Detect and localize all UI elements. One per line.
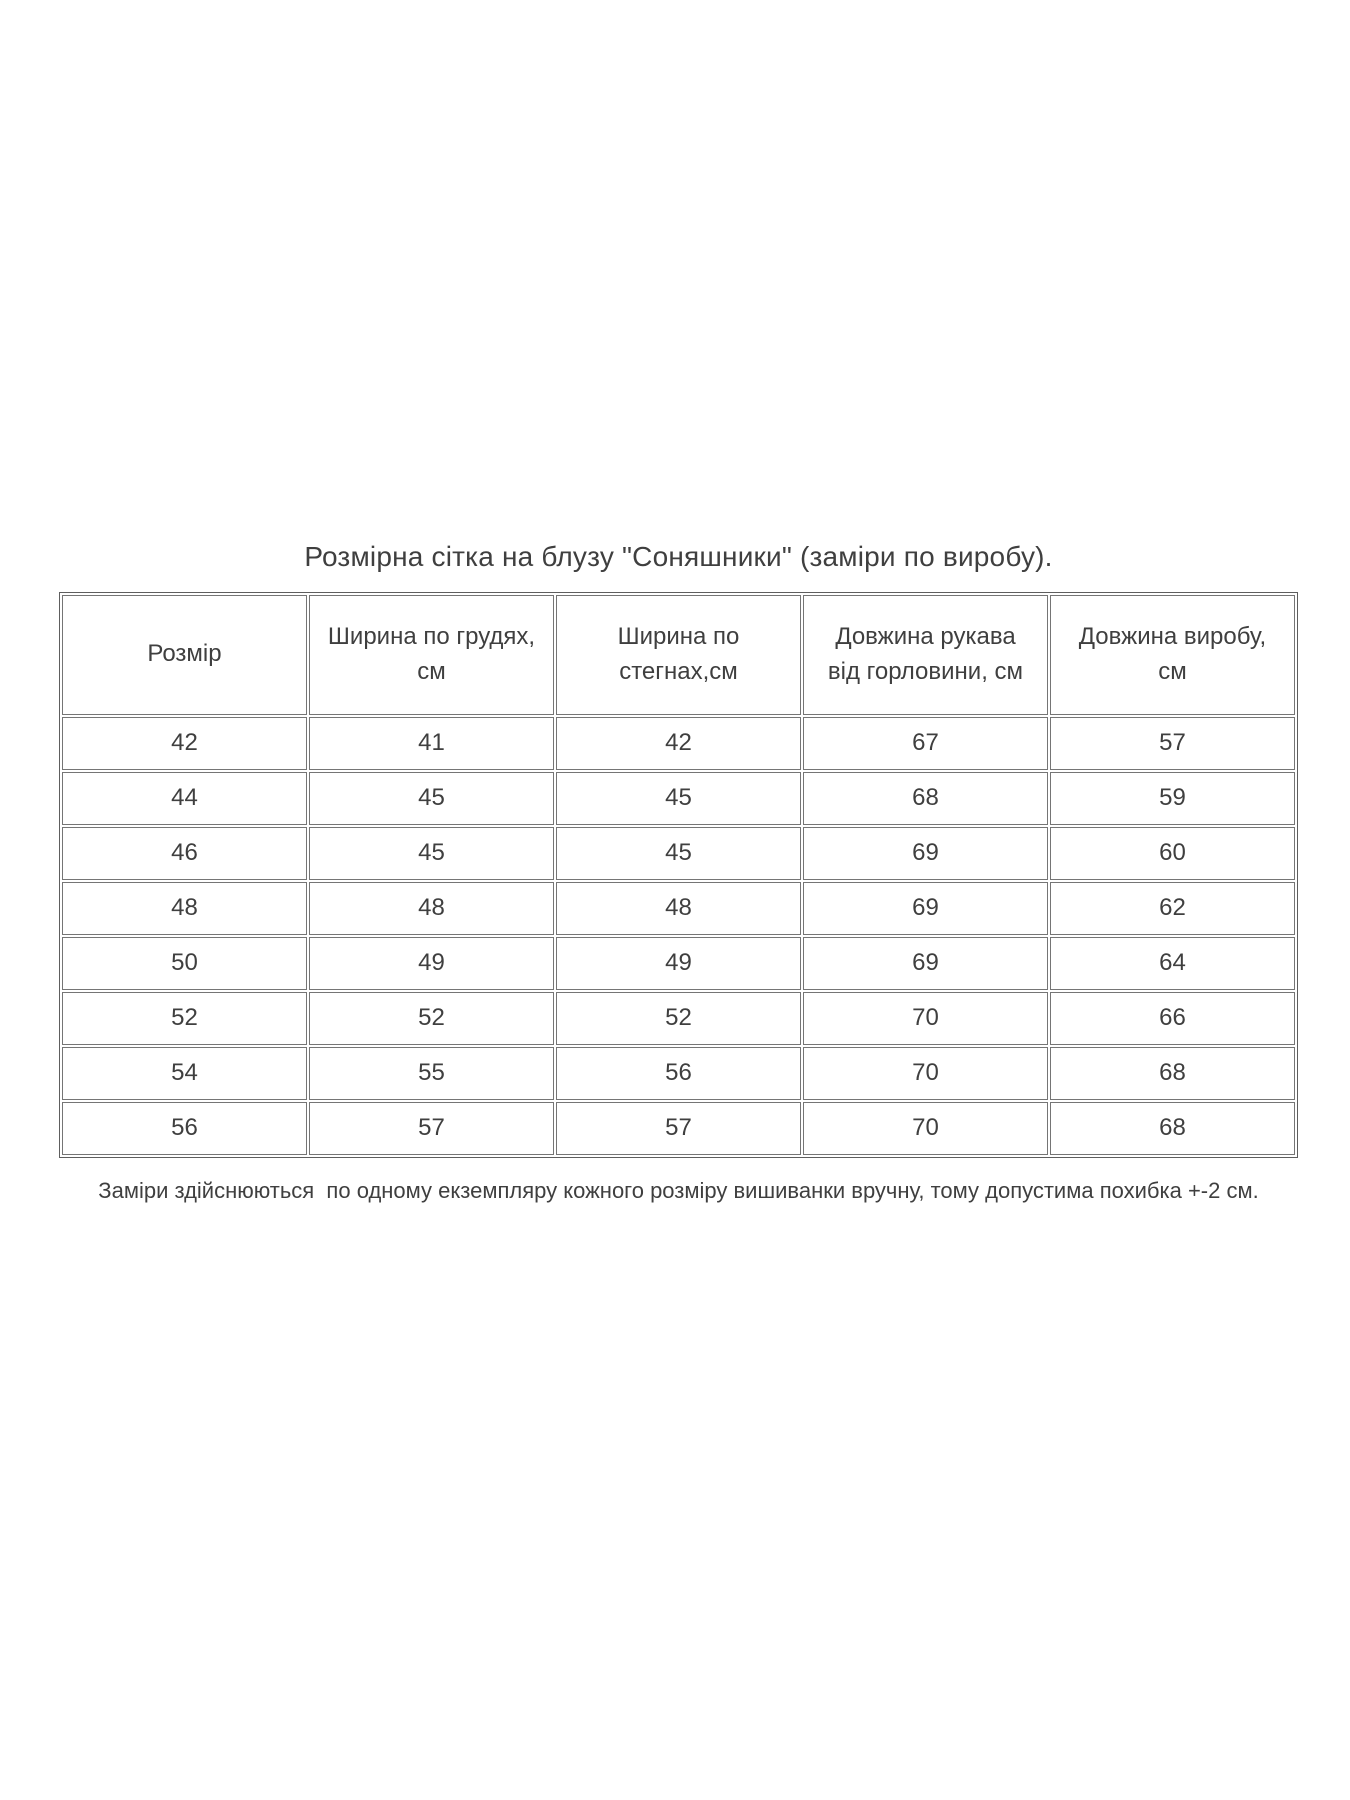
table-row — [62, 772, 1295, 825]
table-row — [62, 937, 1295, 990]
table-cell: 56 — [62, 1102, 307, 1155]
table-cell: 41 — [309, 717, 554, 770]
table-cell: 57 — [309, 1102, 554, 1155]
table-cell: 70 — [803, 1047, 1048, 1100]
table-row — [62, 992, 1295, 1045]
table-cell: 52 — [62, 992, 307, 1045]
table-cell: 69 — [803, 937, 1048, 990]
table-cell: 57 — [1050, 717, 1295, 770]
table-cell: 45 — [556, 827, 801, 880]
table-cell: 48 — [62, 882, 307, 935]
table-cell: 49 — [309, 937, 554, 990]
table-cell: 60 — [1050, 827, 1295, 880]
table-cell: 45 — [556, 772, 801, 825]
table-cell: 42 — [62, 717, 307, 770]
table-row — [62, 717, 1295, 770]
table-cell: 59 — [1050, 772, 1295, 825]
table-cell: 64 — [1050, 937, 1295, 990]
table-cell: 70 — [803, 1102, 1048, 1155]
table-body — [62, 717, 1295, 1155]
table-cell: 52 — [309, 992, 554, 1045]
table-cell: 50 — [62, 937, 307, 990]
table-row — [62, 827, 1295, 880]
table-cell: 48 — [556, 882, 801, 935]
column-header-item-length: Довжина виробу, см — [1050, 595, 1295, 715]
table-cell: 54 — [62, 1047, 307, 1100]
table-cell: 45 — [309, 772, 554, 825]
column-header-hip-width: Ширина по стегнах,см — [556, 595, 801, 715]
table-cell: 56 — [556, 1047, 801, 1100]
size-chart-table — [59, 592, 1298, 1158]
table-cell: 49 — [556, 937, 801, 990]
table-cell: 68 — [1050, 1047, 1295, 1100]
table-cell: 48 — [309, 882, 554, 935]
table-cell: 69 — [803, 827, 1048, 880]
table-cell: 70 — [803, 992, 1048, 1045]
column-header-size: Розмір — [62, 595, 307, 715]
table-cell: 68 — [803, 772, 1048, 825]
table-header — [62, 595, 1295, 715]
table-cell: 57 — [556, 1102, 801, 1155]
table-cell: 66 — [1050, 992, 1295, 1045]
table-cell: 44 — [62, 772, 307, 825]
table-cell: 62 — [1050, 882, 1295, 935]
size-chart-section — [59, 540, 1298, 1205]
table-cell: 68 — [1050, 1102, 1295, 1155]
table-cell: 67 — [803, 717, 1048, 770]
table-row — [62, 882, 1295, 935]
table-cell: 42 — [556, 717, 801, 770]
table-cell: 55 — [309, 1047, 554, 1100]
table-cell: 46 — [62, 827, 307, 880]
table-cell: 69 — [803, 882, 1048, 935]
header-row — [62, 595, 1295, 715]
column-header-chest-width: Ширина по грудях, см — [309, 595, 554, 715]
size-chart-title: Розмірна сітка на блузу "Соняшники" (заміри по виробу). — [304, 541, 1053, 572]
table-cell: 52 — [556, 992, 801, 1045]
table-row — [62, 1047, 1295, 1100]
measurement-disclaimer: Заміри здійснюються по одному екземпляру кожного розміру вишиванки вручну, тому допустима похибка +-2 см. — [98, 1177, 1259, 1203]
column-header-sleeve-length: Довжина рукава від горловини, см — [803, 595, 1048, 715]
table-cell: 45 — [309, 827, 554, 880]
table-row — [62, 1102, 1295, 1155]
